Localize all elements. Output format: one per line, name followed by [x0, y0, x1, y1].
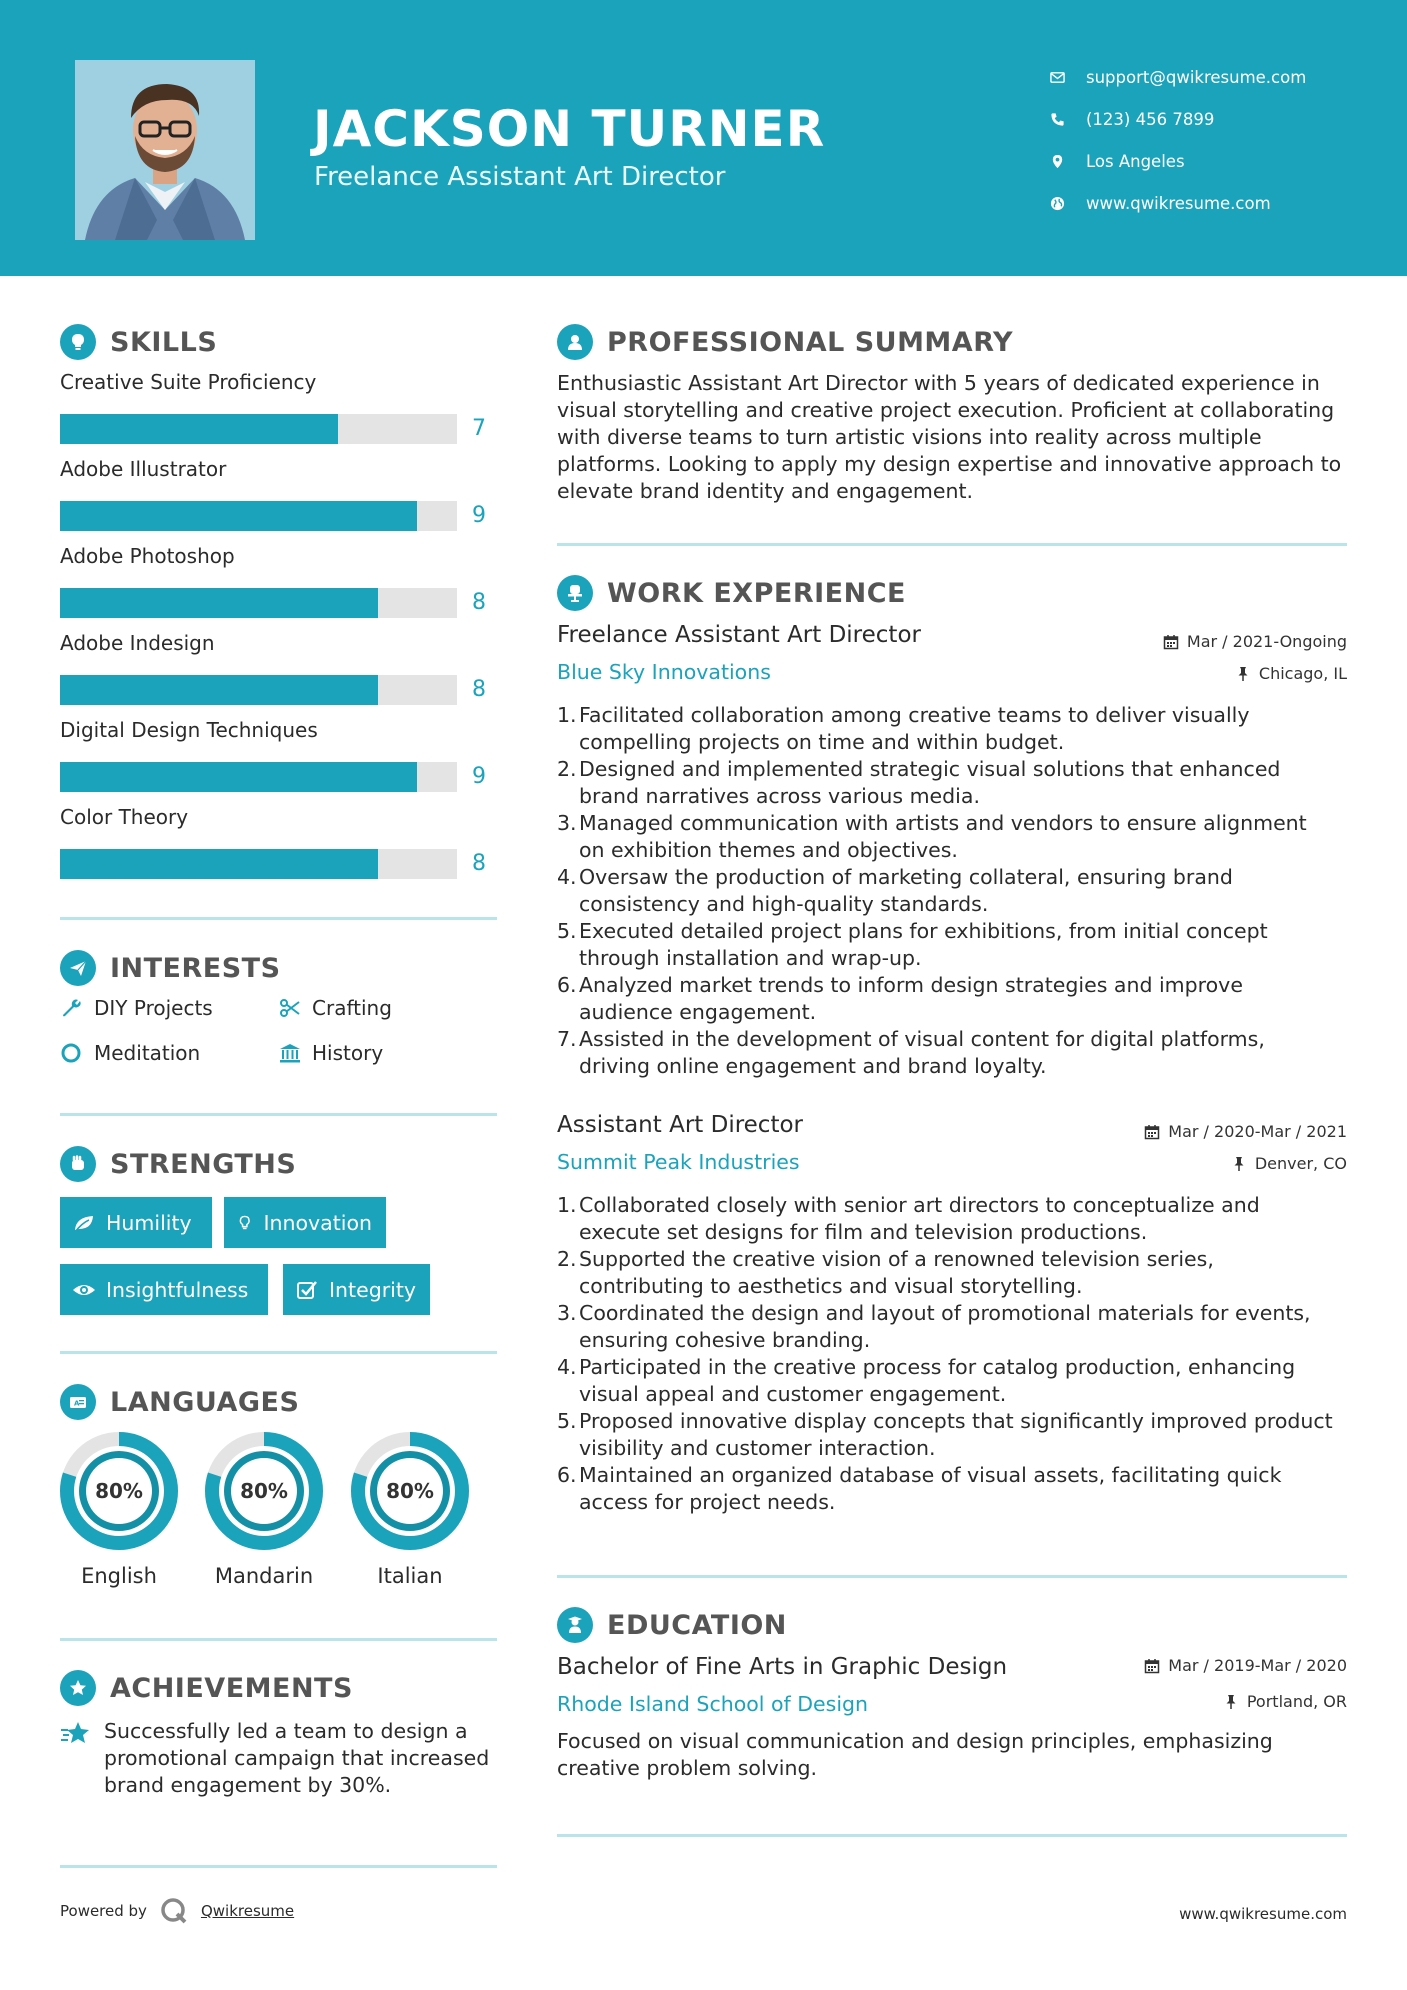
contact-email-text: support@qwikresume.com: [1086, 67, 1307, 87]
skill-value: 9: [472, 503, 486, 528]
bullet-text: brand narratives across various media.: [579, 784, 980, 808]
education-heading: [557, 1607, 787, 1643]
education-description: Focused on visual communication and design principles, emphasizing creative problem solving.: [557, 1729, 1273, 1780]
interest-label: Crafting: [312, 996, 392, 1020]
job-title: Assistant Art Director: [557, 1112, 804, 1138]
achievements-title: ACHIEVEMENTS: [110, 1672, 353, 1704]
bullet-item: [557, 1246, 1357, 1273]
user-icon: [557, 324, 593, 360]
circle-icon: [60, 1041, 84, 1065]
bullet-text: audience engagement.: [579, 1000, 817, 1024]
language-percent: 80%: [386, 1479, 434, 1503]
bullet-text: compelling projects on time and within budget.: [579, 730, 1065, 754]
strength-chip: [60, 1264, 268, 1315]
job-location: [1231, 1154, 1347, 1173]
svg-text:A: A: [74, 1399, 80, 1408]
divider: [557, 543, 1347, 546]
job-location-text: Chicago, IL: [1258, 664, 1347, 683]
star-badge-icon: [60, 1670, 96, 1706]
candidate-title: Freelance Assistant Art Director: [314, 162, 726, 192]
education-title: EDUCATION: [607, 1609, 787, 1641]
divider: [60, 1638, 497, 1641]
language-item: [349, 1430, 471, 1588]
star-icon: [60, 1718, 92, 1750]
bullet-number: 6.: [557, 1463, 577, 1487]
bullet-number: [557, 891, 575, 918]
bullet-number: 1.: [557, 703, 577, 727]
bullet-continuation: [557, 783, 1357, 810]
bullet-number: [557, 1435, 575, 1462]
bullet-continuation: [557, 837, 1357, 864]
thumbtack-icon: [1235, 666, 1251, 682]
interest-item: [60, 1041, 200, 1065]
bullet-continuation: [557, 891, 1357, 918]
language-percent: 80%: [95, 1479, 143, 1503]
bullet-item: [557, 1026, 1357, 1053]
bank-icon: [278, 1041, 302, 1065]
languages-heading: [60, 1384, 299, 1420]
bullet-number: [557, 1489, 575, 1516]
calendar-icon: [1163, 634, 1179, 650]
footer-powered-by: [60, 1896, 294, 1926]
divider: [60, 917, 497, 920]
language-percent: 80%: [240, 1479, 288, 1503]
resume-header: [0, 0, 1407, 276]
achievement-item: [60, 1718, 500, 1799]
skill-bar-fill: [60, 588, 378, 618]
interest-label: Meditation: [94, 1041, 201, 1065]
bullet-number: [557, 729, 575, 756]
strength-chip: [224, 1197, 386, 1248]
bullet-number: 5.: [557, 1409, 577, 1433]
bullet-item: [557, 1462, 1357, 1489]
divider: [60, 1113, 497, 1116]
bullet-number: 2.: [557, 757, 577, 781]
strength-label: Humility: [106, 1210, 192, 1235]
strengths-heading: [60, 1146, 296, 1182]
footer-site-link[interactable]: www.qwikresume.com: [1179, 1905, 1347, 1923]
bullet-number: 1.: [557, 1193, 577, 1217]
job-location-text: Denver, CO: [1254, 1154, 1347, 1173]
skill-bar-fill: [60, 849, 378, 879]
summary-text: Enthusiastic Assistant Art Director with 5 years of dedicated experience in visual storytelling and creative project execution. Proficient at collaborating with diverse teams to turn artistic visions into reality across multiple platforms. Looking to apply my design expertise and innovative approach to elevate brand identity and engagement.: [557, 371, 1342, 503]
skill-item: [60, 805, 490, 876]
skill-value: 8: [472, 590, 486, 615]
contact-email[interactable]: [1050, 56, 1380, 98]
language-name: Mandarin: [214, 1564, 314, 1588]
skill-bar-fill: [60, 501, 417, 531]
office-chair-icon: [557, 575, 593, 611]
bullet-text: Facilitated collaboration among creative teams to deliver visually: [579, 703, 1250, 727]
interest-item: [60, 996, 213, 1020]
bullet-text: Executed detailed project plans for exhibitions, from initial concept: [579, 919, 1268, 943]
skill-bar-track: [60, 849, 457, 879]
bullet-continuation: [557, 945, 1357, 972]
bullet-text: driving online engagement and brand loyalty.: [579, 1054, 1047, 1078]
experience-heading: [557, 575, 906, 611]
language-donut: [349, 1430, 471, 1552]
eye-icon: [72, 1278, 96, 1302]
bullet-continuation: [557, 1489, 1357, 1516]
globe-icon: [1050, 196, 1086, 211]
fist-icon: [60, 1146, 96, 1182]
bullet-text: Analyzed market trends to inform design strategies and improve: [579, 973, 1243, 997]
skill-item: [60, 457, 490, 528]
contact-location-text: Los Angeles: [1086, 151, 1185, 171]
skill-item: [60, 544, 490, 615]
contact-phone[interactable]: [1050, 98, 1380, 140]
strength-label: Integrity: [329, 1277, 416, 1302]
divider: [60, 1351, 497, 1354]
bullet-item: [557, 702, 1357, 729]
bullet-text: Managed communication with artists and vendors to ensure alignment: [579, 811, 1307, 835]
strength-chip: [60, 1197, 212, 1248]
bullet-text: Collaborated closely with senior art directors to conceptualize and: [579, 1193, 1260, 1217]
bullet-text: contributing to aesthetics and visual storytelling.: [579, 1274, 1083, 1298]
bullet-item: [557, 1300, 1357, 1327]
bullet-continuation: [557, 1435, 1357, 1462]
skills-title: SKILLS: [110, 326, 218, 358]
bullet-text: access for project needs.: [579, 1490, 836, 1514]
achievements-heading: [60, 1670, 353, 1706]
bullet-number: [557, 945, 575, 972]
skill-label: Adobe Photoshop: [60, 544, 235, 568]
thumbtack-icon: [1231, 1156, 1247, 1172]
bullet-number: [557, 999, 575, 1026]
language-donut: [58, 1430, 180, 1552]
interests-title: INTERESTS: [110, 952, 281, 984]
divider: [60, 1865, 497, 1868]
bullet-item: [557, 864, 1357, 891]
summary-title: PROFESSIONAL SUMMARY: [607, 326, 1014, 358]
wrench-icon: [60, 996, 84, 1020]
interests-heading: [60, 950, 281, 986]
language-name: Italian: [377, 1564, 443, 1588]
divider: [557, 1834, 1347, 1837]
bullet-text: Coordinated the design and layout of promotional materials for events,: [579, 1301, 1311, 1325]
bullet-number: [557, 783, 575, 810]
bullet-item: [557, 810, 1357, 837]
education-dates-text: Mar / 2019-Mar / 2020: [1168, 1656, 1347, 1675]
bullet-number: 2.: [557, 1247, 577, 1271]
graduate-icon: [557, 1607, 593, 1643]
bullet-text: consistency and high-quality standards.: [579, 892, 989, 916]
job-dates-text: Mar / 2020-Mar / 2021: [1168, 1122, 1347, 1141]
calendar-icon: [1144, 1658, 1160, 1674]
experience-title: WORK EXPERIENCE: [607, 577, 906, 609]
job-bullets: [557, 1192, 1357, 1516]
language-item: [203, 1430, 325, 1588]
bullet-number: 7.: [557, 1027, 577, 1051]
contact-list: [1050, 56, 1380, 224]
languages-title: LANGUAGES: [110, 1386, 300, 1418]
paper-plane-icon: [60, 950, 96, 986]
job-title: Freelance Assistant Art Director: [557, 622, 921, 648]
bullet-number: [557, 837, 575, 864]
bullet-number: 3.: [557, 811, 577, 835]
interest-item: [278, 1041, 383, 1065]
skill-value: 7: [472, 416, 486, 441]
candidate-name: JACKSON TURNER: [313, 100, 826, 158]
skill-value: 8: [472, 851, 486, 876]
skill-label: Color Theory: [60, 805, 189, 829]
bullet-text: Assisted in the development of visual content for digital platforms,: [579, 1027, 1265, 1051]
bullet-continuation: [557, 1219, 1357, 1246]
bullet-text: Proposed innovative display concepts that significantly improved product: [579, 1409, 1333, 1433]
bullet-number: [557, 1381, 575, 1408]
lightbulb-icon: [60, 324, 96, 360]
language-item: [58, 1430, 180, 1588]
bullet-text: Maintained an organized database of visual assets, facilitating quick: [579, 1463, 1282, 1487]
calendar-icon: [1144, 1124, 1160, 1140]
skill-bar-fill: [60, 762, 417, 792]
skill-label: Adobe Indesign: [60, 631, 215, 655]
thumbtack-icon: [1223, 1694, 1239, 1710]
bullet-number: [557, 1053, 575, 1080]
contact-phone-text: (123) 456 7899: [1086, 109, 1215, 129]
contact-website-text: www.qwikresume.com: [1086, 193, 1271, 213]
skill-item: [60, 718, 490, 789]
contact-location: [1050, 140, 1380, 182]
achievement-text: Successfully led a team to design a promotional campaign that increased brand engagement by 30%.: [104, 1719, 490, 1797]
skill-bar-track: [60, 762, 457, 792]
language-icon: [60, 1384, 96, 1420]
interest-label: History: [312, 1041, 384, 1065]
job-dates: [1163, 632, 1347, 651]
skill-bar-track: [60, 501, 457, 531]
qwikresume-logo-icon: [159, 1896, 189, 1926]
skill-item: [60, 631, 490, 702]
contact-website[interactable]: [1050, 182, 1380, 224]
powered-by-text: Powered by: [60, 1902, 147, 1920]
bullet-text: ensuring cohesive branding.: [579, 1328, 871, 1352]
skill-value: 8: [472, 677, 486, 702]
map-pin-icon: [1050, 154, 1086, 169]
bullet-number: [557, 1219, 575, 1246]
job-dates-text: Mar / 2021-Ongoing: [1186, 632, 1347, 651]
bullet-item: [557, 972, 1357, 999]
bullet-text: Supported the creative vision of a renowned television series,: [579, 1247, 1214, 1271]
bullet-continuation: [557, 729, 1357, 756]
bullet-item: [557, 918, 1357, 945]
skill-label: Adobe Illustrator: [60, 457, 227, 481]
phone-icon: [1050, 112, 1086, 127]
bullet-continuation: [557, 1381, 1357, 1408]
strength-label: Innovation: [263, 1210, 372, 1235]
bullet-text: Participated in the creative process for catalog production, enhancing: [579, 1355, 1296, 1379]
scissors-icon: [278, 996, 302, 1020]
envelope-icon: [1050, 70, 1086, 85]
bullet-number: 4.: [557, 1355, 577, 1379]
divider: [557, 1575, 1347, 1578]
bullet-item: [557, 1192, 1357, 1219]
language-name: English: [81, 1564, 157, 1588]
company-name: Blue Sky Innovations: [557, 660, 771, 684]
bullet-continuation: [557, 1327, 1357, 1354]
bullet-text: Designed and implemented strategic visual solutions that enhanced: [579, 757, 1281, 781]
interest-item: [278, 996, 392, 1020]
bullet-continuation: [557, 1053, 1357, 1080]
company-name: Summit Peak Industries: [557, 1150, 800, 1174]
job-dates: [1144, 1122, 1347, 1141]
bullet-number: [557, 1273, 575, 1300]
skill-bar-fill: [60, 414, 338, 444]
interest-label: DIY Projects: [94, 996, 213, 1020]
bullet-item: [557, 756, 1357, 783]
bullet-number: 6.: [557, 973, 577, 997]
skill-bar-fill: [60, 675, 378, 705]
strength-chip: [283, 1264, 430, 1315]
bullet-number: 4.: [557, 865, 577, 889]
degree-title: Bachelor of Fine Arts in Graphic Design: [557, 1654, 1008, 1680]
bullet-text: through installation and wrap-up.: [579, 946, 922, 970]
lightbulb-icon: [236, 1211, 253, 1235]
bullet-item: [557, 1408, 1357, 1435]
strength-label: Insightfulness: [106, 1277, 249, 1302]
summary-heading: [557, 324, 1013, 360]
skill-bar-track: [60, 675, 457, 705]
education-location: [1223, 1692, 1347, 1711]
bullet-continuation: [557, 999, 1357, 1026]
skill-bar-track: [60, 588, 457, 618]
skill-label: Digital Design Techniques: [60, 718, 318, 742]
strengths-title: STRENGTHS: [110, 1148, 297, 1180]
bullet-number: 3.: [557, 1301, 577, 1325]
skill-item: [60, 370, 490, 441]
leaf-icon: [72, 1211, 96, 1235]
bullet-text: visual appeal and customer engagement.: [579, 1382, 1007, 1406]
bullet-text: Oversaw the production of marketing collateral, ensuring brand: [579, 865, 1233, 889]
job-location: [1235, 664, 1347, 683]
school-name: Rhode Island School of Design: [557, 1692, 869, 1716]
skill-value: 9: [472, 764, 486, 789]
bullet-text: execute set designs for film and television productions.: [579, 1220, 1148, 1244]
language-donut: [203, 1430, 325, 1552]
bullet-text: visibility and customer interaction.: [579, 1436, 936, 1460]
bullet-number: 5.: [557, 919, 577, 943]
education-dates: [1144, 1656, 1347, 1675]
check-square-icon: [295, 1278, 319, 1302]
skill-label: Creative Suite Proficiency: [60, 370, 317, 394]
bullet-item: [557, 1354, 1357, 1381]
qwikresume-link[interactable]: Qwikresume: [200, 1902, 295, 1920]
education-location-text: Portland, OR: [1246, 1692, 1347, 1711]
profile-photo: [75, 60, 255, 240]
skill-bar-track: [60, 414, 457, 444]
bullet-text: on exhibition themes and objectives.: [579, 838, 958, 862]
bullet-continuation: [557, 1273, 1357, 1300]
bullet-number: [557, 1327, 575, 1354]
job-bullets: [557, 702, 1357, 1080]
skills-heading: [60, 324, 217, 360]
